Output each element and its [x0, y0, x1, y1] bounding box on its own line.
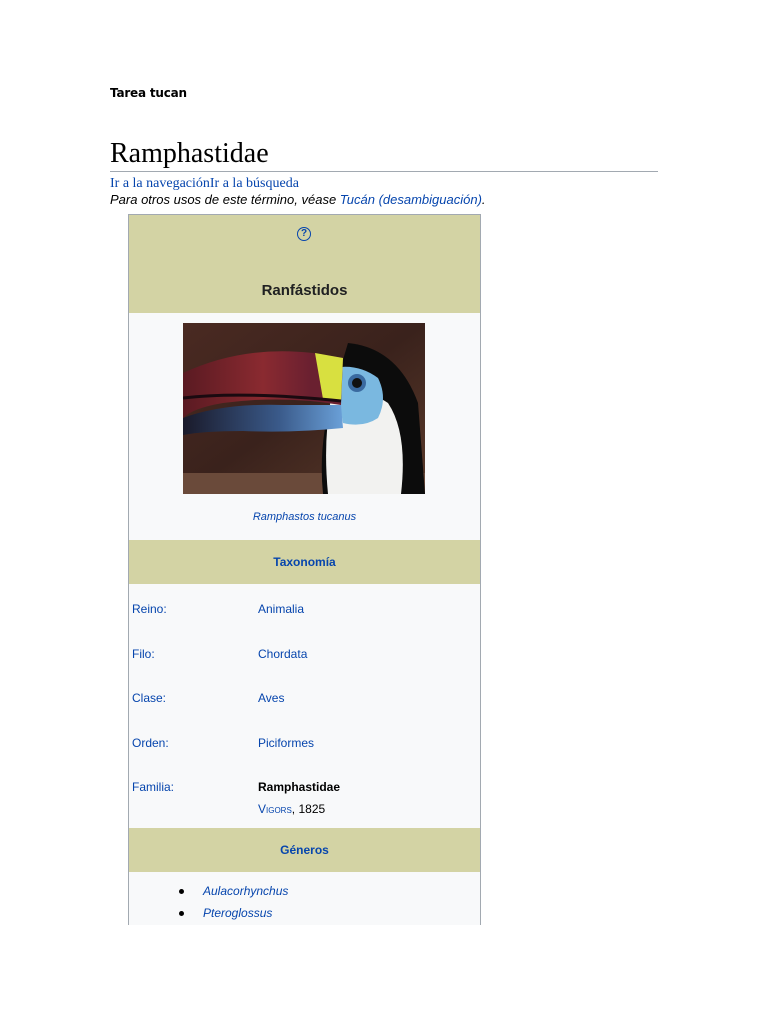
taxon-authority — [258, 802, 325, 816]
genera-list — [129, 872, 480, 925]
bullet-icon — [179, 911, 184, 916]
skip-navigation-links[interactable]: Ir a la navegaciónIr a la búsqueda — [110, 176, 299, 191]
taxonomy-row-familia — [129, 762, 480, 828]
taxonomy-rank[interactable]: Filo: — [132, 646, 155, 661]
taxonomy-rank[interactable]: Clase: — [132, 691, 167, 705]
taxonomy-value[interactable]: Chordata — [258, 646, 308, 661]
image-caption[interactable] — [129, 511, 480, 523]
bullet-icon — [179, 889, 184, 894]
taxobox-image-row — [129, 313, 480, 540]
taxonomy-value[interactable]: Piciformes — [258, 735, 315, 750]
toucan-image[interactable] — [183, 323, 425, 494]
authority-link[interactable]: Vigors — [258, 802, 292, 816]
question-circle-icon[interactable]: ? — [297, 227, 311, 241]
genus-link[interactable]: Aulacorhynchus — [203, 884, 289, 898]
taxonomy-row-clase — [129, 673, 480, 718]
taxonomy-rank[interactable]: Reino: — [132, 602, 167, 616]
taxonomy-rank[interactable]: Orden: — [132, 735, 169, 750]
taxonomy-value-current: Ramphastidae — [258, 780, 341, 794]
taxonomy-row-filo — [129, 629, 480, 674]
hatnote-period: . — [481, 192, 486, 207]
taxobox-title: Ranfástidos — [261, 282, 348, 299]
taxobox — [128, 214, 481, 925]
list-item — [129, 904, 480, 925]
list-item — [129, 882, 480, 904]
taxonomy-rank[interactable]: Familia: — [132, 780, 175, 794]
image-caption-text[interactable]: Ramphastos tucanus — [252, 511, 357, 523]
hatnote — [110, 192, 486, 207]
taxonomy-row-reino — [129, 584, 480, 629]
taxonomy-value[interactable]: Animalia — [258, 602, 305, 616]
document-title: Tarea tucan — [110, 86, 187, 100]
taxobox-header — [129, 215, 480, 313]
disambiguation-link[interactable]: Tucán (desambiguación) — [339, 192, 482, 207]
authority-year: , 1825 — [291, 802, 326, 816]
page-title: Ramphastidae — [110, 138, 658, 172]
genus-link[interactable]: Pteroglossus — [203, 906, 273, 920]
genera-header[interactable]: Géneros — [129, 828, 480, 872]
taxonomy-value[interactable]: Aves — [258, 691, 285, 705]
taxonomy-row-orden — [129, 718, 480, 763]
taxonomy-header[interactable]: Taxonomía — [129, 540, 480, 584]
hatnote-text: Para otros usos de este término, véase — [110, 192, 340, 207]
